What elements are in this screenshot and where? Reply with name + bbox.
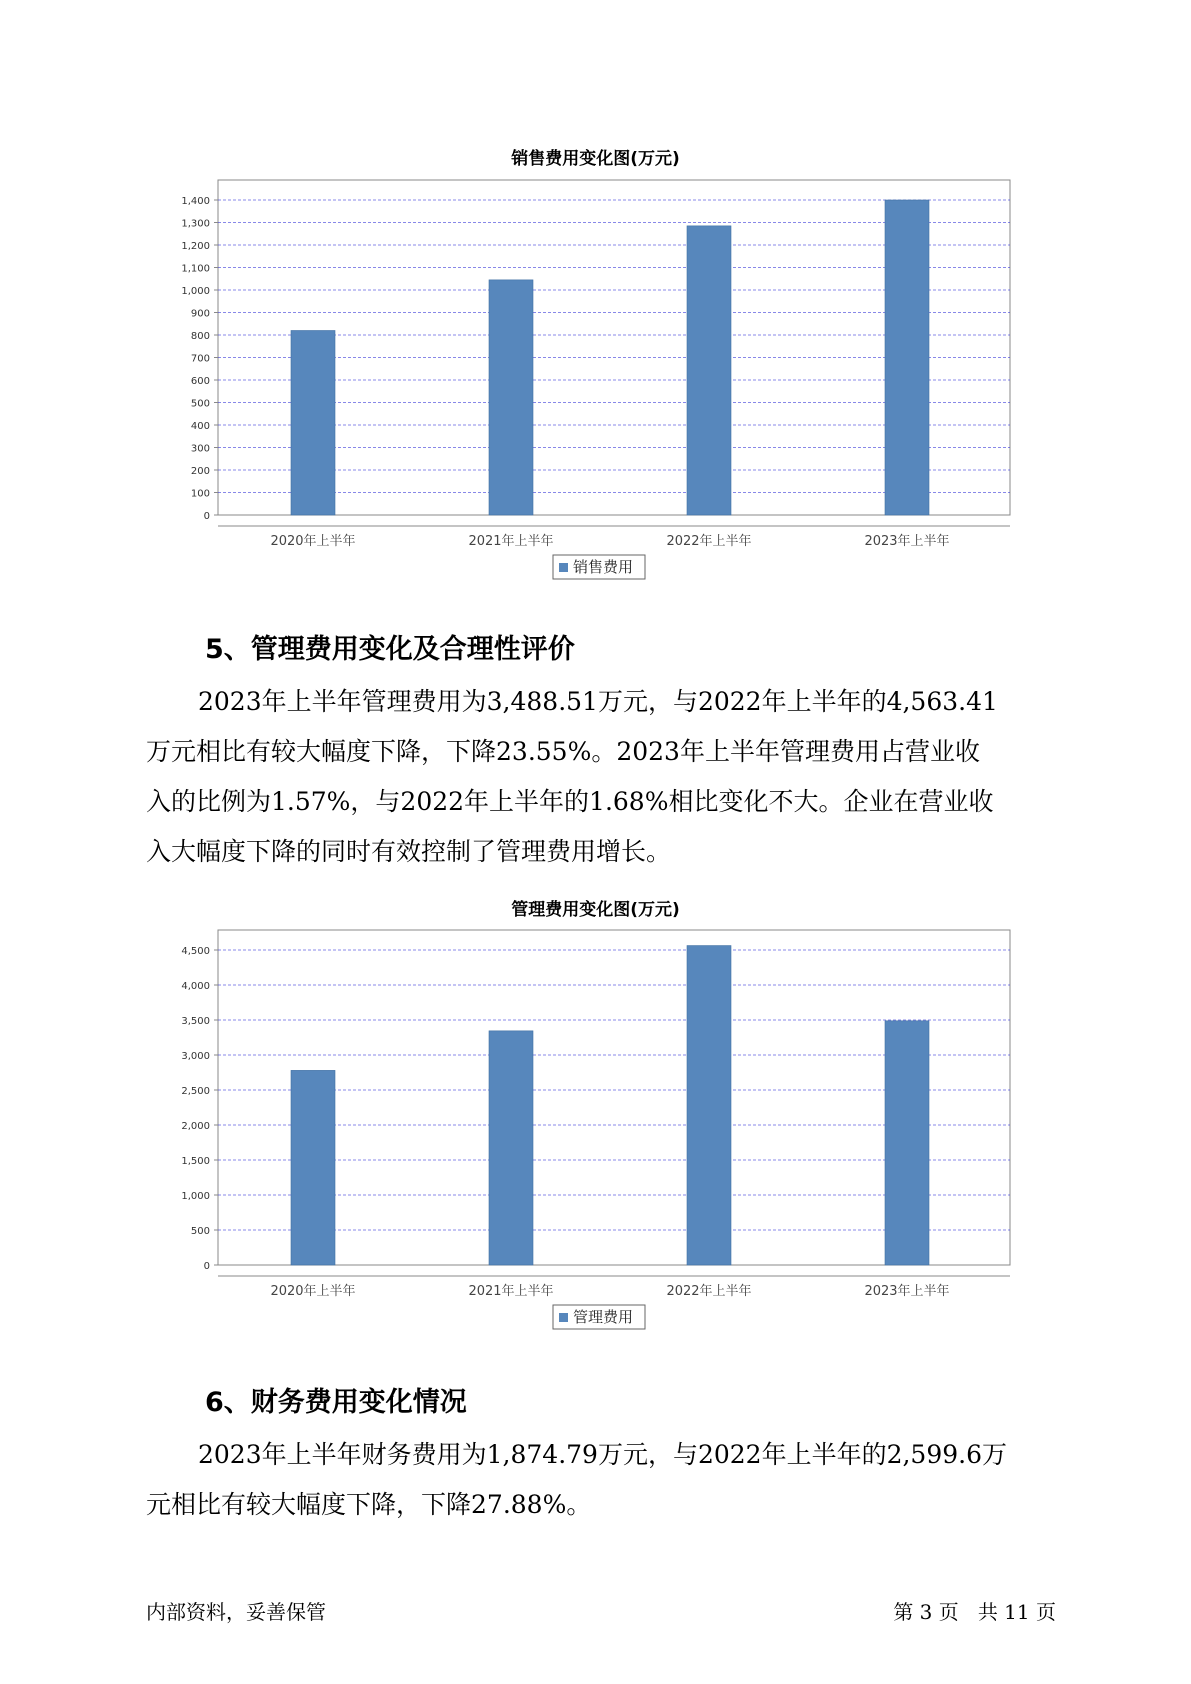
y-tick-label: 3,000 [181, 1051, 210, 1062]
y-tick-label: 3,500 [181, 1016, 210, 1027]
admin-expense-chart [0, 920, 1191, 1340]
legend-swatch [559, 1313, 568, 1322]
bar [885, 1021, 929, 1265]
y-tick-label: 600 [190, 376, 210, 387]
bar [687, 946, 731, 1265]
bar [291, 1070, 335, 1265]
y-tick-label: 700 [190, 353, 210, 365]
x-tick-label: 2020年上半年 [270, 1284, 356, 1299]
y-tick-label: 800 [190, 331, 210, 342]
section5-line-1: 2023年上半年管理费用为3,488.51万元，与2022年上半年的4,563.41 [198, 687, 998, 716]
y-tick-label: 1,000 [181, 286, 210, 297]
section6-paragraph [146, 1430, 1056, 1530]
section5-line-4: 入大幅度下降的同时有效控制了管理费用增长。 [146, 837, 672, 866]
y-tick-label: 1,000 [181, 1191, 210, 1202]
y-tick-label: 500 [190, 1226, 210, 1237]
y-tick-label: 200 [190, 466, 210, 477]
y-tick-label: 900 [190, 308, 210, 320]
section6-line-1: 2023年上半年财务费用为1,874.79万元，与2022年上半年的2,599.6万 [198, 1440, 1007, 1469]
x-tick-label: 2021年上半年 [468, 1284, 554, 1299]
section5-heading: 5、管理费用变化及合理性评价 [205, 634, 575, 665]
y-tick-label: 4,500 [181, 946, 210, 957]
bar [291, 331, 335, 516]
x-tick-label: 2022年上半年 [666, 534, 752, 549]
bar [489, 280, 533, 515]
bar [489, 1031, 533, 1265]
section5-line-2: 万元相比有较大幅度下降，下降23.55%。2023年上半年管理费用占营业收 [146, 737, 980, 766]
y-tick-label: 1,200 [181, 241, 210, 252]
y-tick-label: 1,300 [181, 218, 210, 230]
y-tick-label: 1,400 [181, 196, 210, 207]
section6-line-2: 元相比有较大幅度下降，下降27.88%。 [146, 1490, 592, 1519]
section5-line-3: 入的比例为1.57%，与2022年上半年的1.68%相比变化不大。企业在营业收 [146, 787, 994, 816]
y-tick-label: 0 [203, 1261, 210, 1272]
y-tick-label: 1,500 [181, 1156, 210, 1167]
bar [885, 200, 929, 515]
section5-paragraph [146, 677, 1056, 877]
bar [687, 226, 731, 515]
admin-expense-chart-title: 管理费用变化图(万元) [511, 900, 680, 920]
footer-confidential-note: 内部资料，妥善保管 [146, 1600, 326, 1624]
legend-label: 管理费用 [573, 1308, 634, 1326]
y-tick-label: 300 [190, 443, 210, 455]
y-tick-label: 4,000 [181, 981, 210, 992]
x-tick-label: 2023年上半年 [864, 534, 950, 549]
y-tick-label: 0 [203, 511, 210, 522]
sales-expense-chart [0, 170, 1191, 590]
y-tick-label: 2,500 [181, 1086, 210, 1097]
x-tick-label: 2020年上半年 [270, 534, 356, 549]
sales-expense-chart-title: 销售费用变化图(万元) [511, 149, 680, 169]
legend-swatch [559, 563, 568, 572]
y-tick-label: 100 [190, 488, 210, 500]
section6-heading: 6、财务费用变化情况 [205, 1387, 467, 1418]
legend-label: 销售费用 [573, 558, 634, 576]
x-tick-label: 2022年上半年 [666, 1284, 752, 1299]
x-tick-label: 2021年上半年 [468, 534, 554, 549]
y-tick-label: 500 [190, 398, 210, 410]
y-tick-label: 1,100 [181, 263, 210, 275]
x-tick-label: 2023年上半年 [864, 1284, 950, 1299]
footer-page-number: 第 3 页 共 11 页 [893, 1600, 1056, 1624]
y-tick-label: 2,000 [181, 1121, 210, 1132]
y-tick-label: 400 [190, 421, 210, 432]
